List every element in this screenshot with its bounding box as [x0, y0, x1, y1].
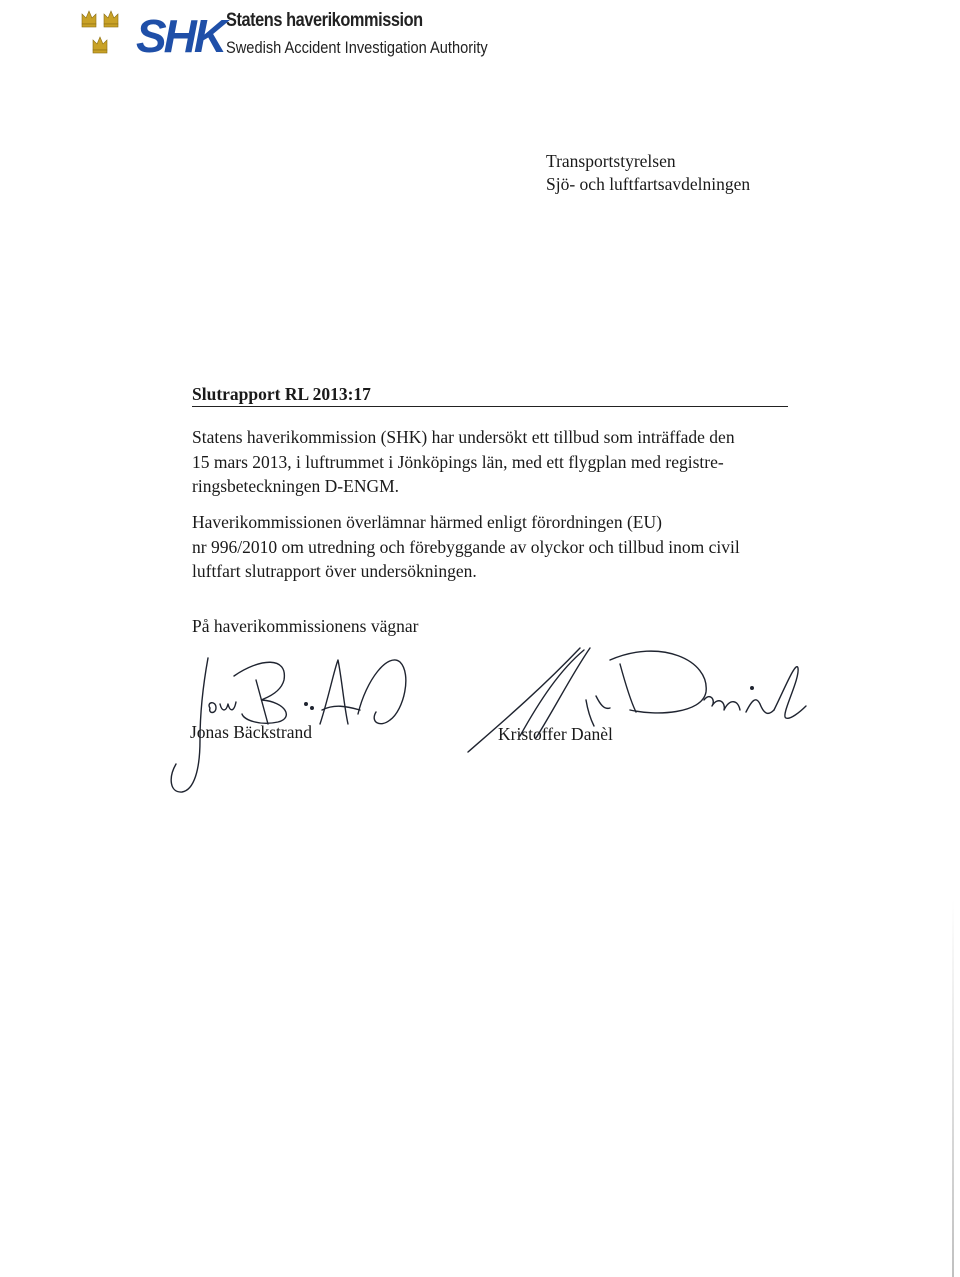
report-title: Slutrapport RL 2013:17 [192, 384, 788, 407]
closing-line: På haverikommissionens vägnar [192, 616, 419, 636]
three-crowns-icon [80, 6, 128, 60]
signer-name: Jonas Bäckstrand [190, 722, 312, 742]
text-line: nr 996/2010 om utredning och förebyggande av olyckor och tillbud inom civil [192, 536, 740, 557]
text-line: ringsbeteckningen D-ENGM. [192, 476, 400, 496]
recipient-address [546, 150, 750, 196]
text-line: 15 mars 2013, i luftrummet i Jönköpings län, med ett flygplan med registre- [192, 451, 724, 472]
text-line: Haverikommissionen överlämnar härmed enligt förordningen (EU) [192, 512, 662, 532]
recipient-line: Transportstyrelsen [546, 151, 676, 171]
letterhead [80, 6, 488, 66]
organization-name: Statens haverikommission [226, 10, 423, 31]
recipient-line: Sjö- och luftfartsavdelningen [546, 174, 751, 194]
signature-block-left [160, 640, 420, 810]
organization-name-english: Swedish Accident Investigation Authority [226, 38, 488, 57]
signature-block-right [460, 640, 820, 760]
paragraph-incident-summary [192, 425, 782, 499]
signer-name: Kristoffer Danèl [498, 724, 613, 744]
paragraph-submission [192, 510, 782, 584]
scan-edge-shadow [952, 900, 954, 1277]
text-line: Statens haverikommission (SHK) har undersökt ett tillbud som inträffade den [192, 427, 735, 447]
text-line: luftfart slutrapport över undersökningen. [192, 561, 477, 581]
svg-text:SHK: SHK [136, 10, 225, 60]
